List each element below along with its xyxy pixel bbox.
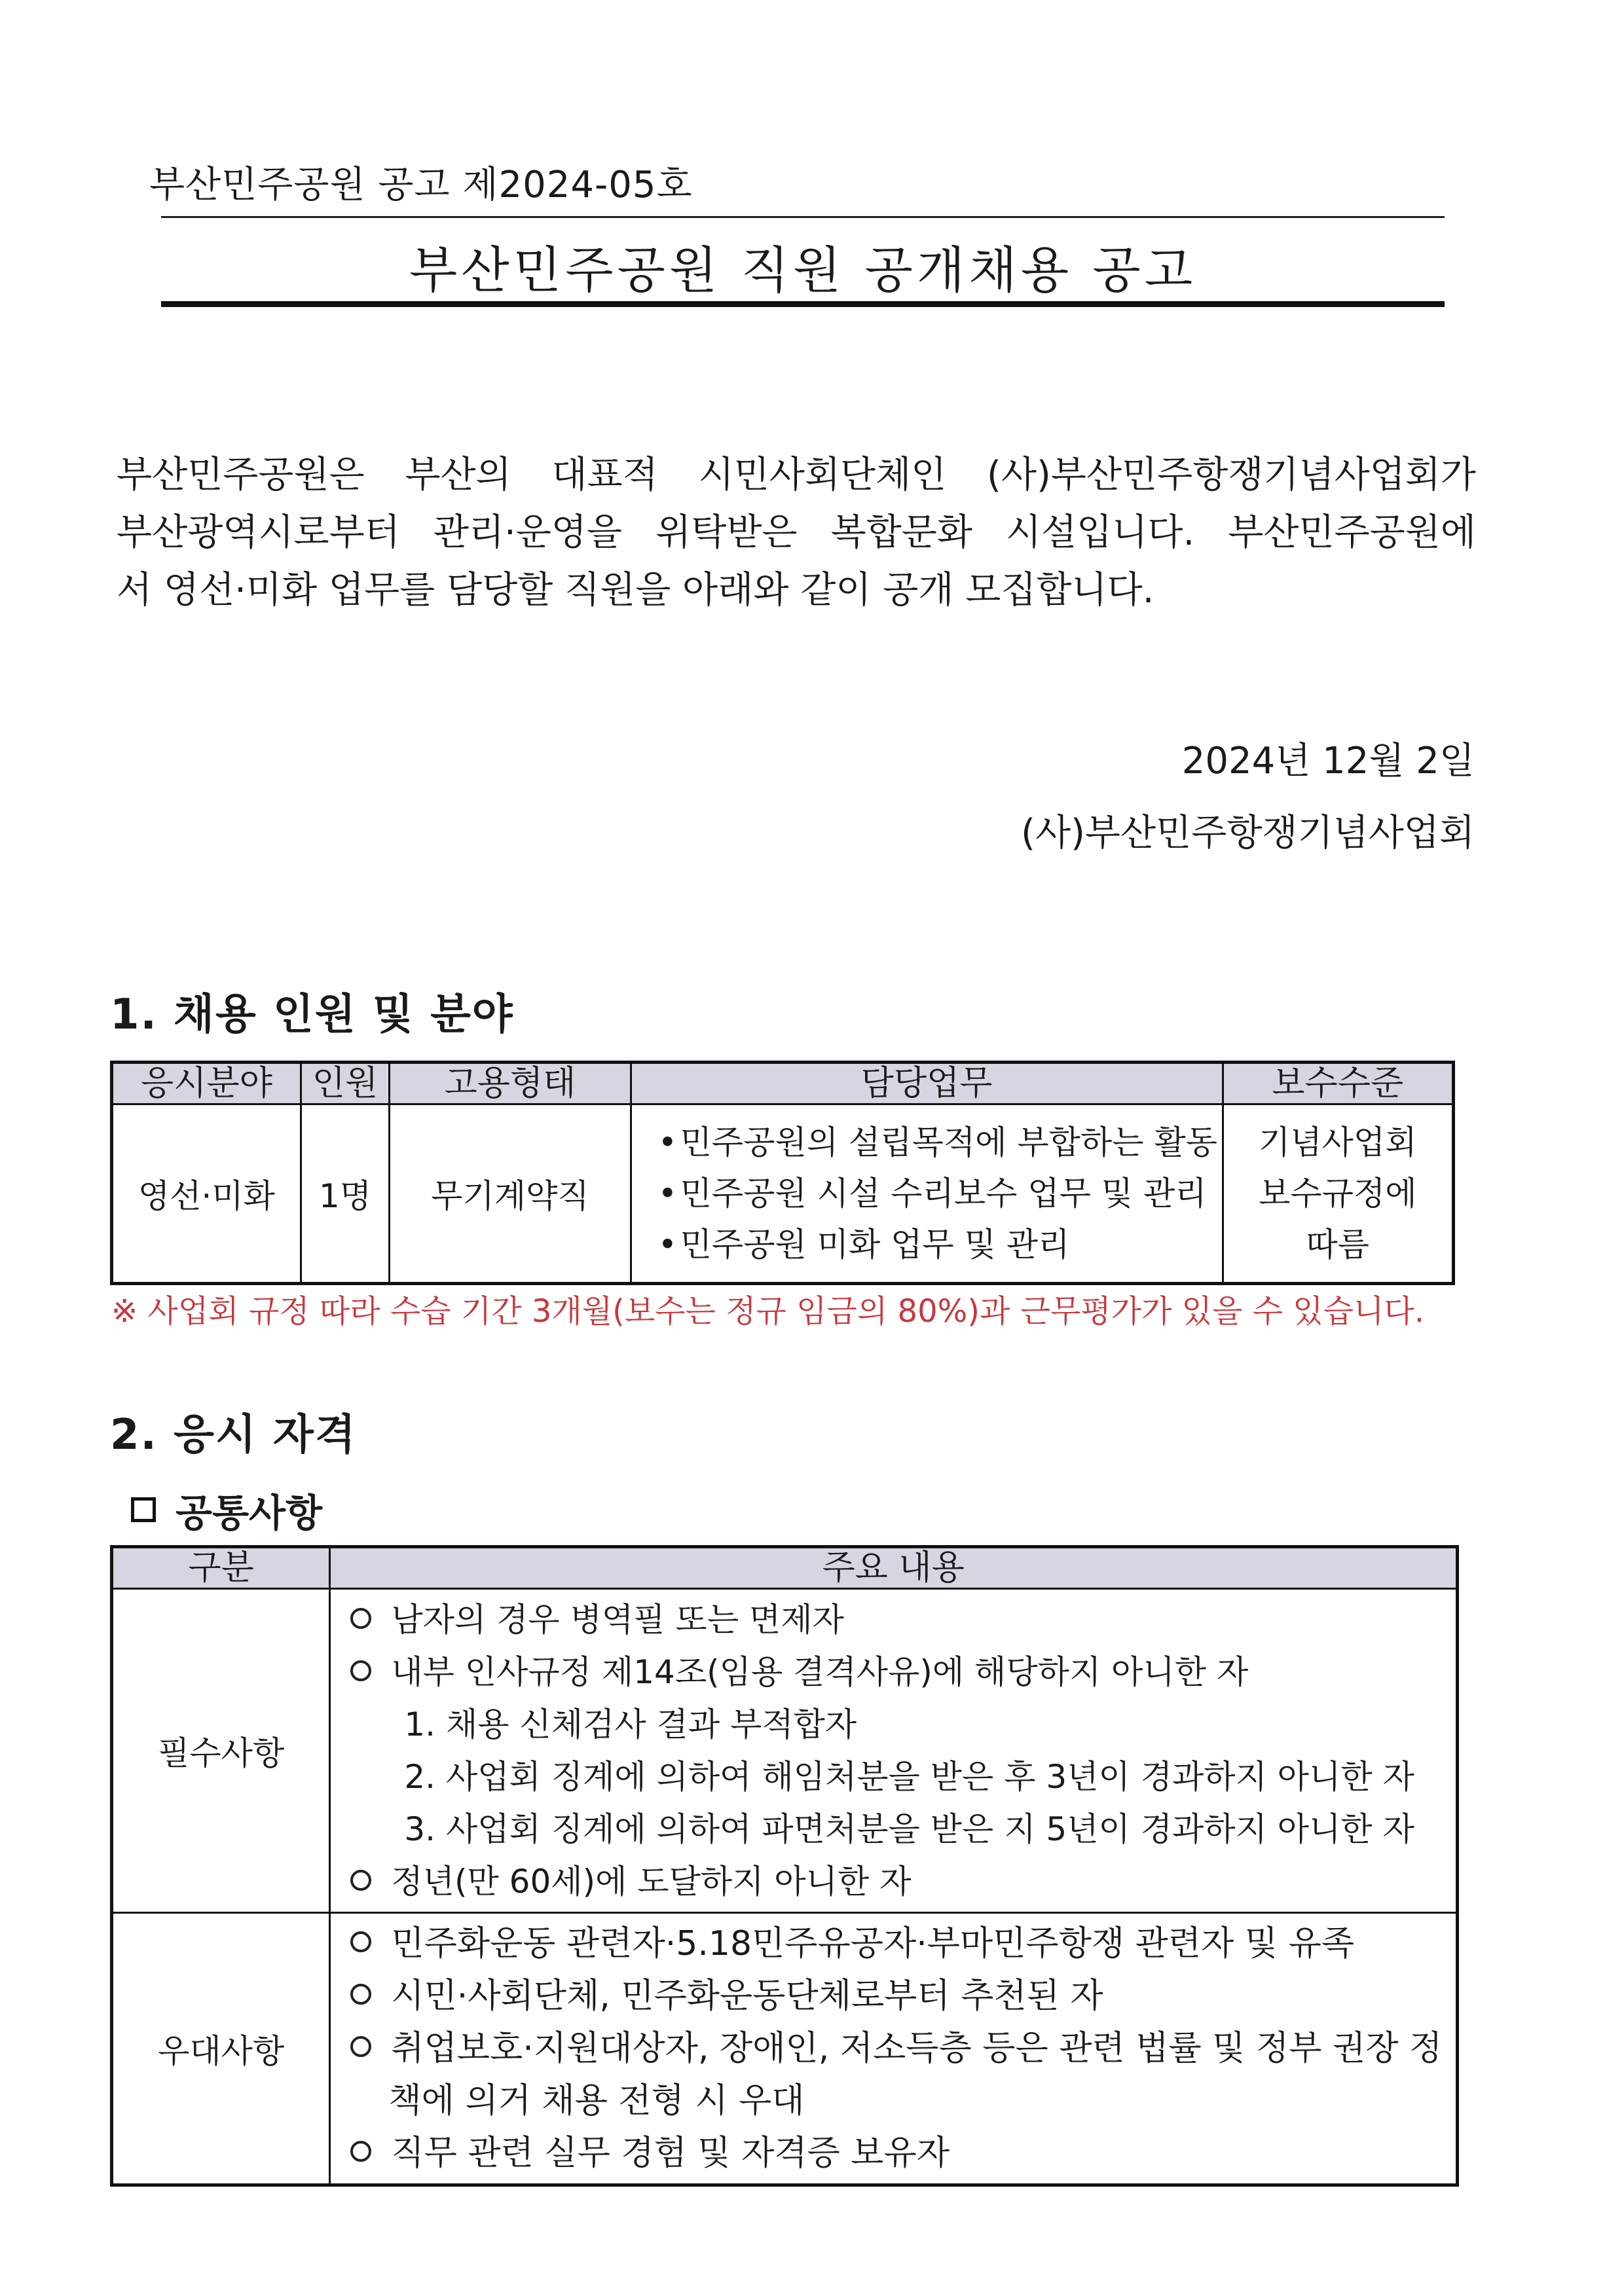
cell-preferred-label: 우대사항	[112, 1913, 330, 2185]
table-header-row	[112, 1063, 1454, 1104]
duty-item	[658, 1117, 1222, 1168]
header-employment: 고용형태	[390, 1063, 631, 1104]
circle-bullet-icon	[350, 1660, 371, 1681]
table-row	[112, 1104, 1454, 1284]
qualification-table	[110, 1545, 1459, 2187]
bullet-icon: •	[657, 1123, 678, 1161]
salary-line: 따름	[1306, 1226, 1370, 1264]
announcement-date: 2024년 12월 2일	[1181, 740, 1475, 782]
cell-field: 영선·미화	[112, 1104, 301, 1284]
notice-number: 부산민주공원 공고 제2024-05호	[149, 164, 693, 206]
sub-item: 1. 채용 신체검사 결과 부적합자	[404, 1705, 857, 1743]
recruitment-table	[110, 1061, 1455, 1285]
cell-duties	[631, 1104, 1223, 1284]
checkbox-icon	[131, 1497, 156, 1522]
item-text: 정년(만 60세)에 도달하지 아니한 자	[391, 1863, 912, 1901]
circle-bullet-icon	[350, 1870, 371, 1891]
page-title: 부산민주공원 직원 공개채용 공고	[409, 241, 1197, 299]
intro-paragraph	[117, 446, 1476, 619]
item-continuation: 책에 의거 채용 전형 시 우대	[388, 2081, 805, 2121]
intro-line: 부산광역시로부터 관리·운영을 위탁받은 복합문화 시설입니다. 부산민주공원에	[117, 511, 1476, 554]
subheading-text: 공통사항	[175, 1491, 323, 1535]
duty-item	[658, 1219, 1222, 1270]
item-text: 남자의 경우 병역필 또는 면제자	[391, 1601, 844, 1639]
cell-salary	[1223, 1104, 1453, 1284]
bullet-icon: •	[657, 1226, 678, 1264]
probation-note: ※ 사업회 규정 따라 수습 기간 3개월(보수는 정규 임금의 80%)과 근무평가가 있을 수 있습니다.	[111, 1293, 1425, 1330]
section1-heading: 1. 채용 인원 및 분야	[110, 991, 514, 1039]
bullet-icon: •	[657, 1175, 678, 1212]
header-count: 인원	[301, 1063, 390, 1104]
duty-text: 민주공원 시설 수리보수 업무 및 관리	[680, 1175, 1207, 1212]
list-item	[350, 1970, 1456, 2022]
section2-heading: 2. 응시 자격	[110, 1411, 357, 1459]
sub-item: 2. 사업회 징계에 의하여 해임처분을 받은 후 3년이 경과하지 아니한 자	[404, 1758, 1414, 1796]
cell-preferred-items	[330, 1913, 1458, 2185]
item-text: 민주화운동 관련자·5.18민주유공자·부마민주항쟁 관련자 및 유족	[391, 1924, 1355, 1963]
cell-count: 1명	[301, 1104, 390, 1284]
item-text: 내부 인사규정 제14조(임용 결격사유)에 해당하지 아니한 자	[391, 1653, 1249, 1691]
sub-item: 3. 사업회 징계에 의하여 파면처분을 받은 지 5년이 경과하지 아니한 자	[404, 1810, 1414, 1848]
title-rule-top	[161, 216, 1445, 218]
common-subheading	[131, 1482, 322, 1537]
issuer-name: (사)부산민주항쟁기념사업회	[1021, 812, 1475, 854]
list-item	[350, 1855, 1456, 1908]
list-item	[350, 2022, 1456, 2075]
duty-text: 민주공원의 설립목적에 부합하는 활동	[680, 1123, 1218, 1161]
circle-bullet-icon	[350, 1984, 371, 2005]
duty-item	[658, 1168, 1222, 1219]
table-header-row	[112, 1547, 1458, 1589]
item-text: 시민·사회단체, 민주화운동단체로부터 추천된 자	[391, 1977, 1103, 2016]
circle-bullet-icon	[350, 2141, 371, 2162]
intro-line: 서 영선·미화 업무를 담당할 직원을 아래와 같이 공개 모집합니다.	[117, 569, 1154, 611]
title-rule-bottom	[161, 301, 1445, 307]
table-row	[112, 1913, 1458, 2185]
salary-line: 보수규정에	[1259, 1175, 1417, 1212]
header-category: 구분	[112, 1547, 330, 1589]
header-field: 응시분야	[112, 1063, 301, 1104]
item-text: 취업보호·지원대상자, 장애인, 저소득층 등은 관련 법률 및 정부 권장 정	[391, 2029, 1443, 2068]
intro-line: 부산민주공원은 부산의 대표적 시민사회단체인 (사)부산민주항쟁기념사업회가	[117, 454, 1476, 496]
list-item	[350, 2127, 1456, 2179]
list-item	[350, 1918, 1456, 1970]
salary-line: 기념사업회	[1259, 1123, 1417, 1161]
cell-required-items	[330, 1589, 1458, 1913]
header-content: 주요 내용	[330, 1547, 1458, 1589]
circle-bullet-icon	[350, 1931, 371, 1952]
table-row	[112, 1589, 1458, 1913]
circle-bullet-icon	[350, 1608, 371, 1629]
cell-employment: 무기계약직	[390, 1104, 631, 1284]
list-item	[350, 1594, 1456, 1646]
duty-text: 민주공원 미화 업무 및 관리	[680, 1226, 1070, 1264]
header-salary: 보수수준	[1223, 1063, 1453, 1104]
header-duties: 담당업무	[631, 1063, 1223, 1104]
cell-required-label: 필수사항	[112, 1589, 330, 1913]
item-text: 직무 관련 실무 경험 및 자격증 보유자	[391, 2134, 950, 2173]
circle-bullet-icon	[350, 2036, 371, 2057]
list-item	[350, 1646, 1456, 1698]
